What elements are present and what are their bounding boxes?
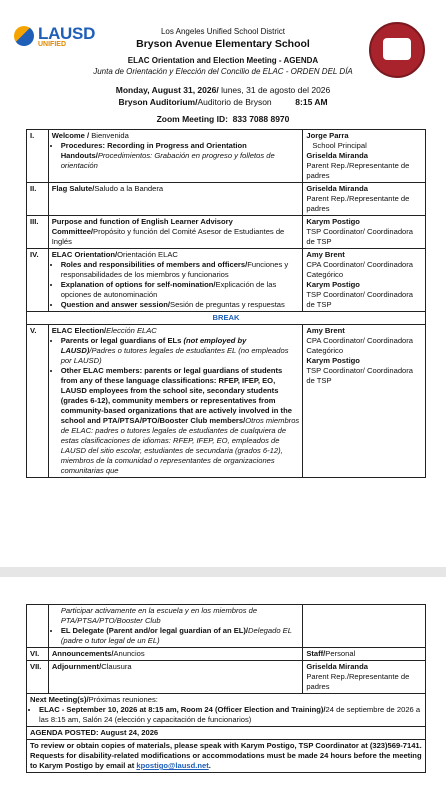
item-title-spanish: Saludo a la Bandera [94, 184, 164, 193]
page-gap [0, 567, 446, 577]
bullet-item [61, 300, 300, 310]
agenda-row-5 [27, 325, 426, 478]
row-item [48, 183, 303, 216]
presenter-name: Griselda Miranda [306, 662, 368, 671]
agenda-row-4 [27, 249, 426, 312]
agenda-table [26, 129, 426, 478]
row-number: II. [27, 183, 49, 216]
item-title-spanish: Elección ELAC [106, 326, 157, 335]
date-english: Monday, August 31, 2026/ [115, 85, 219, 95]
place-english: Bryson Auditorium/ [118, 97, 198, 107]
row-number: VI. [27, 648, 49, 661]
next-meeting-es: 24 de septiembre de 2026 a las 8:15 am, Salón 24 (elección y capacitación de funcionarios) [39, 705, 421, 724]
bullet-item [61, 260, 300, 280]
row-number: V. [27, 325, 49, 478]
next-meeting-title: Next Meeting(s)/ [30, 695, 89, 704]
agenda-row-5-cont [27, 605, 426, 648]
bullet-es: Funciones y responsabilidades de los miembros y funcionarios [60, 260, 289, 279]
presenter [303, 249, 426, 312]
agenda-title-spanish: Junta de Orientación y Elección del Concilio de ELAC - ORDEN DEL DÍA [93, 67, 353, 76]
meeting-time: 8:15 AM [295, 97, 328, 107]
logo-subtext: UNIFIED [38, 41, 66, 48]
bullet-item [61, 280, 300, 300]
row-item [48, 648, 302, 661]
footer-note [27, 740, 426, 773]
agenda-table-continued [26, 604, 426, 773]
bullet-es: Otros miembros de ELAC: padres o tutores legales de estudiantes de cualquiera de estas clasificaciones de idiomas: RFEP, IFEP, EO, empleados de LAUSD del sitio escolar, estudiantes de secundaria (grados 6-12), miembros de la comunidad o representantes de organizaciones comunitarias que [60, 416, 300, 475]
footer-text: To review or obtain copies of materials, please speak with Karym Postigo, TSP Coordinator at (323)569-7141. Requests for disability-related modifications or accommodations must be made 24 hours before the meeting to Karym Postigo by email at [30, 741, 422, 770]
continued-text: Participar activamente en la escuela y en los miembros de PTA/PTSA/PTO/Booster Club [60, 606, 258, 625]
bullet-en: Question and answer session/ [60, 300, 170, 309]
row-item [48, 325, 303, 478]
logo-text: LAUSD [38, 24, 96, 43]
agenda-row-2 [27, 183, 426, 216]
presenter [303, 130, 426, 183]
zoom-id: 833 7088 8970 [232, 114, 290, 124]
presenter-name: Jorge Parra [306, 131, 349, 140]
presenter-role: TSP Coordinator/ Coordinadora de TSP [306, 227, 414, 246]
globe-icon [14, 26, 34, 46]
school-name: Bryson Avenue Elementary School [136, 38, 310, 50]
agenda-row-1 [27, 130, 426, 183]
row-number: VII. [27, 661, 49, 694]
footer-end: . [208, 761, 211, 770]
row-item [48, 130, 303, 183]
district-name: Los Angeles Unified School District [160, 27, 286, 36]
presenter-name: Karym Postigo [306, 356, 360, 365]
row-item [48, 249, 303, 312]
bulldog-icon [383, 38, 411, 60]
presenter-name: Karym Postigo [306, 217, 360, 226]
row-item [48, 216, 303, 249]
row-item [48, 605, 302, 648]
next-meeting-en: ELAC - September 10, 2026 at 8:15 am, Room 24 (Officer Election and Training)/ [39, 705, 326, 714]
next-meeting-row [27, 694, 426, 727]
presenter-role: TSP Coordinator/ Coordinadora de TSP [306, 290, 414, 309]
row-number: I. [27, 130, 49, 183]
footer-row [27, 740, 426, 773]
item-title-spanish: Orientación ELAC [117, 250, 178, 259]
presenter [303, 216, 426, 249]
presenter [303, 648, 426, 661]
bullet-es: Sesión de preguntas y respuestas [170, 300, 285, 309]
agenda-row-7 [27, 661, 426, 694]
presenter-name: Karym Postigo [306, 280, 360, 289]
bullet-es: /Padres o tutores legales de estudiantes EL (no empleados por LAUSD) [60, 346, 289, 365]
bullet-es: Delegado EL (padre o tutor legal de un EL) [60, 626, 292, 645]
presenter [303, 183, 426, 216]
next-meeting [27, 694, 426, 727]
presenter-role: Parent Rep./Representante de padres [306, 161, 410, 180]
row-number: III. [27, 216, 49, 249]
presenter-role: Parent Rep./Representante de padres [306, 194, 410, 213]
date-spanish: lunes, 31 de agosto del 2026 [218, 85, 331, 95]
bullet-item [61, 626, 299, 646]
item-title-spanish: Clausura [101, 662, 132, 671]
break-label: BREAK [27, 312, 426, 325]
presenter-name: Amy Brent [306, 326, 345, 335]
place-spanish: Auditorio de Bryson [197, 97, 272, 107]
item-title-spanish: Bienvenida [89, 131, 129, 140]
row-item [48, 661, 302, 694]
presenter-name: Griselda Miranda [306, 184, 368, 193]
bullet-item [61, 141, 300, 171]
item-title: Purpose and function of English Learner Advisory Committee/ [51, 217, 233, 236]
posted-row [27, 727, 426, 740]
zoom-label: Zoom Meeting ID: [156, 114, 228, 124]
item-title: Welcome / [51, 131, 90, 140]
agenda-title: ELAC Orientation and Election Meeting - AGENDA [127, 56, 319, 65]
item-title: Announcements/ [51, 649, 114, 658]
agenda-row-3 [27, 216, 426, 249]
item-title: Adjournment/ [51, 662, 102, 671]
presenter-role: TSP Coordinator/ Coordinadora de TSP [306, 366, 414, 385]
bullet-en: Other ELAC members: parents or legal guardians of students from any of these language classifications: RFEP, IFEP, EO, LAUSD employees from the school site, secondary students (grades 6-12), community members or representatives from community-based organizations that are actively involved in the school and PTA/PTSA/PTO/Booster Club members/ [60, 366, 292, 425]
bullet-es: Explicación de las opciones de autonominación [60, 280, 277, 299]
presenter-role: CPA Coordinator/ Coordinadora Categórico [306, 336, 414, 355]
presenter [303, 605, 426, 648]
item-title: ELAC Election/ [51, 326, 107, 335]
presenter-name: Staff/ [306, 649, 326, 658]
next-meeting-title-spanish: Próximas reuniones: [88, 695, 158, 704]
bullet-en: Procedures: Recording in Progress and Orientation Handouts/ [60, 141, 247, 160]
item-title: ELAC Orientation/ [51, 250, 118, 259]
row-number [27, 605, 49, 648]
presenter [303, 661, 426, 694]
bullet-en: Explanation of options for self-nomination/ [60, 280, 216, 289]
bullet-es: Procedimientos: Grabación en progreso y folletos de orientación [60, 151, 275, 170]
agenda-posted: AGENDA POSTED: August 24, 2026 [27, 727, 426, 740]
agenda-row-6 [27, 648, 426, 661]
bullet-en: EL Delegate (Parent and/or legal guardian of an EL)/ [60, 626, 249, 635]
meeting-date [60, 85, 386, 95]
break-row [27, 312, 426, 325]
presenter-name: Griselda Miranda [306, 151, 368, 160]
presenter-role: Parent Rep./Representante de padres [306, 672, 410, 691]
bullet-en: Parents or legal guardians of ELs [60, 336, 184, 345]
bullet-item [61, 336, 300, 366]
row-number: IV. [27, 249, 49, 312]
item-title-spanish: Propósito y función del Comité Asesor de Estudiantes de Inglés [51, 227, 285, 246]
bullet-item [61, 366, 300, 476]
presenter-role: Personal [325, 649, 356, 658]
meeting-place [60, 97, 386, 107]
presenter-role: CPA Coordinator/ Coordinadora Categórico [306, 260, 414, 279]
item-title-spanish: Anuncios [113, 649, 145, 658]
bullet-en-note: (not employed by LAUSD) [60, 336, 247, 355]
presenter-name: Amy Brent [306, 250, 345, 259]
next-meeting-item [39, 705, 422, 725]
email-link[interactable]: kpostigo@lausd.net [136, 761, 209, 770]
page-2 [0, 577, 446, 800]
bullet-en: Roles and responsibilities of members and officers/ [60, 260, 248, 269]
presenter-role: School Principal [312, 141, 367, 150]
item-title: Flag Salute/ [51, 184, 95, 193]
zoom-info [60, 114, 386, 124]
presenter [303, 325, 426, 478]
